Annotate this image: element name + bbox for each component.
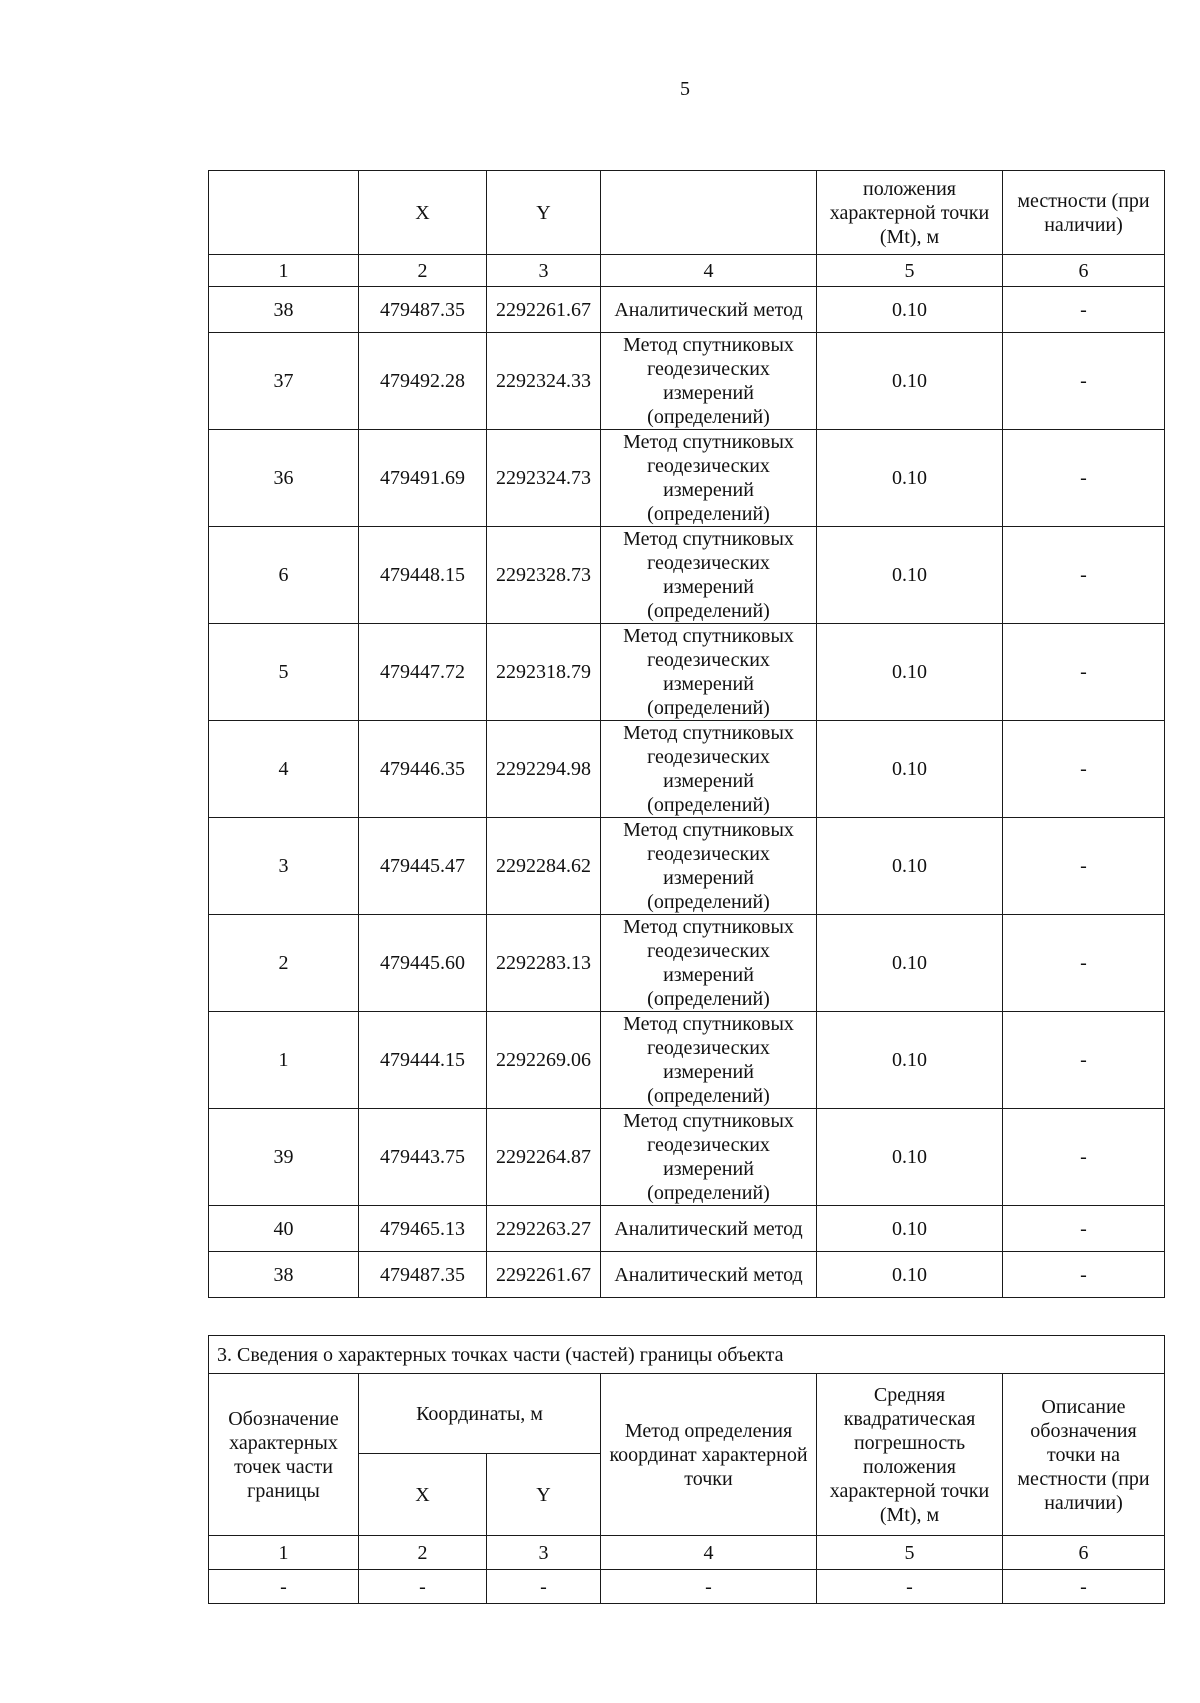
table-row	[209, 624, 1165, 721]
cell-point: 3	[209, 818, 359, 915]
column-numbers-row	[209, 255, 1165, 287]
header-cell-y: Y	[487, 171, 601, 255]
header-cell-mt: положения характерной точки (Mt), м	[817, 171, 1003, 255]
column-number: 1	[209, 255, 359, 287]
cell-mt: 0.10	[817, 1206, 1003, 1252]
cell-desc: -	[1003, 430, 1165, 527]
column-number: 6	[1003, 1536, 1165, 1570]
table-body	[209, 287, 1165, 1298]
column-number: 4	[601, 255, 817, 287]
column-number: 5	[817, 1536, 1003, 1570]
cell-y: 2292269.06	[487, 1012, 601, 1109]
cell-y: 2292318.79	[487, 624, 601, 721]
cell-x: 479448.15	[359, 527, 487, 624]
header-cell	[209, 171, 359, 255]
header-point: Обозначение характерных точек части границы	[209, 1374, 359, 1536]
cell-point: 36	[209, 430, 359, 527]
cell-x: 479445.60	[359, 915, 487, 1012]
cell-point: 4	[209, 721, 359, 818]
header-cell-desc: местности (при наличии)	[1003, 171, 1165, 255]
cell-mt: 0.10	[817, 333, 1003, 430]
column-number: 1	[209, 1536, 359, 1570]
cell-x: 479444.15	[359, 1012, 487, 1109]
cell-x: 479491.69	[359, 430, 487, 527]
cell-x: 479492.28	[359, 333, 487, 430]
table-row	[209, 1570, 1165, 1604]
column-number: 6	[1003, 255, 1165, 287]
cell-point: 6	[209, 527, 359, 624]
cell-x: 479445.47	[359, 818, 487, 915]
cell-desc: -	[1003, 1012, 1165, 1109]
table-row	[209, 818, 1165, 915]
cell-point: 37	[209, 333, 359, 430]
table-header-row	[209, 171, 1165, 255]
table-row	[209, 1206, 1165, 1252]
header-cell-x: X	[359, 171, 487, 255]
column-number: 3	[487, 255, 601, 287]
cell-method: Аналитический метод	[601, 1252, 817, 1298]
cell-x: 479487.35	[359, 287, 487, 333]
cell-point: -	[209, 1570, 359, 1604]
cell-method: Метод спутниковых геодезических измерений (определений)	[601, 721, 817, 818]
cell-point: 38	[209, 287, 359, 333]
cell-x: 479446.35	[359, 721, 487, 818]
cell-y: -	[487, 1570, 601, 1604]
boundary-points-table	[208, 170, 1165, 1298]
cell-method: Метод спутниковых геодезических измерений (определений)	[601, 818, 817, 915]
cell-method: Метод спутниковых геодезических измерений (определений)	[601, 915, 817, 1012]
cell-mt: 0.10	[817, 818, 1003, 915]
section-title: 3. Сведения о характерных точках части (частей) границы объекта	[209, 1336, 1165, 1374]
cell-mt: 0.10	[817, 624, 1003, 721]
cell-mt: -	[817, 1570, 1003, 1604]
cell-y: 2292261.67	[487, 1252, 601, 1298]
cell-point: 39	[209, 1109, 359, 1206]
cell-method: Метод спутниковых геодезических измерений (определений)	[601, 1012, 817, 1109]
cell-y: 2292328.73	[487, 527, 601, 624]
cell-method: Метод спутниковых геодезических измерений (определений)	[601, 1109, 817, 1206]
table-row	[209, 915, 1165, 1012]
cell-mt: 0.10	[817, 1109, 1003, 1206]
cell-method: Аналитический метод	[601, 1206, 817, 1252]
cell-y: 2292263.27	[487, 1206, 601, 1252]
section-title-row	[209, 1336, 1165, 1374]
cell-desc: -	[1003, 1252, 1165, 1298]
column-number: 3	[487, 1536, 601, 1570]
column-number: 2	[359, 1536, 487, 1570]
cell-mt: 0.10	[817, 287, 1003, 333]
cell-y: 2292324.73	[487, 430, 601, 527]
cell-x: 479443.75	[359, 1109, 487, 1206]
cell-desc: -	[1003, 818, 1165, 915]
table-row	[209, 1252, 1165, 1298]
cell-desc: -	[1003, 1570, 1165, 1604]
header-desc: Описание обозначения точки на местности (при наличии)	[1003, 1374, 1165, 1536]
cell-desc: -	[1003, 624, 1165, 721]
cell-point: 40	[209, 1206, 359, 1252]
page-number: 5	[680, 78, 690, 100]
cell-mt: 0.10	[817, 915, 1003, 1012]
cell-desc: -	[1003, 527, 1165, 624]
cell-x: 479447.72	[359, 624, 487, 721]
header-method: Метод определения координат характерной точки	[601, 1374, 817, 1536]
cell-y: 2292284.62	[487, 818, 601, 915]
cell-y: 2292294.98	[487, 721, 601, 818]
part-boundary-points-table	[208, 1335, 1165, 1604]
cell-desc: -	[1003, 1206, 1165, 1252]
cell-mt: 0.10	[817, 721, 1003, 818]
cell-method: Метод спутниковых геодезических измерений (определений)	[601, 430, 817, 527]
cell-point: 1	[209, 1012, 359, 1109]
table-row	[209, 1109, 1165, 1206]
cell-desc: -	[1003, 333, 1165, 430]
table-row	[209, 527, 1165, 624]
cell-x: 479465.13	[359, 1206, 487, 1252]
column-number: 5	[817, 255, 1003, 287]
header-x: X	[359, 1454, 487, 1536]
cell-mt: 0.10	[817, 1252, 1003, 1298]
table-header-row	[209, 1374, 1165, 1454]
cell-method: Метод спутниковых геодезических измерений (определений)	[601, 624, 817, 721]
cell-x: 479487.35	[359, 1252, 487, 1298]
table-row	[209, 721, 1165, 818]
cell-point: 38	[209, 1252, 359, 1298]
header-mt: Средняя квадратическая погрешность положения характерной точки (Mt), м	[817, 1374, 1003, 1536]
column-numbers-row	[209, 1536, 1165, 1570]
table-body	[209, 1570, 1165, 1604]
cell-desc: -	[1003, 1109, 1165, 1206]
cell-mt: 0.10	[817, 527, 1003, 624]
cell-y: 2292283.13	[487, 915, 601, 1012]
cell-method: Метод спутниковых геодезических измерений (определений)	[601, 333, 817, 430]
cell-method: Метод спутниковых геодезических измерений (определений)	[601, 527, 817, 624]
table-row	[209, 430, 1165, 527]
cell-mt: 0.10	[817, 430, 1003, 527]
cell-method: Аналитический метод	[601, 287, 817, 333]
cell-y: 2292324.33	[487, 333, 601, 430]
table-row	[209, 1012, 1165, 1109]
cell-desc: -	[1003, 721, 1165, 818]
table-row	[209, 333, 1165, 430]
cell-mt: 0.10	[817, 1012, 1003, 1109]
cell-method: -	[601, 1570, 817, 1604]
cell-point: 2	[209, 915, 359, 1012]
cell-desc: -	[1003, 287, 1165, 333]
cell-desc: -	[1003, 915, 1165, 1012]
cell-y: 2292264.87	[487, 1109, 601, 1206]
table-row	[209, 287, 1165, 333]
header-coords: Координаты, м	[359, 1374, 601, 1454]
column-number: 4	[601, 1536, 817, 1570]
header-cell	[601, 171, 817, 255]
cell-point: 5	[209, 624, 359, 721]
cell-y: 2292261.67	[487, 287, 601, 333]
header-y: Y	[487, 1454, 601, 1536]
cell-x: -	[359, 1570, 487, 1604]
column-number: 2	[359, 255, 487, 287]
